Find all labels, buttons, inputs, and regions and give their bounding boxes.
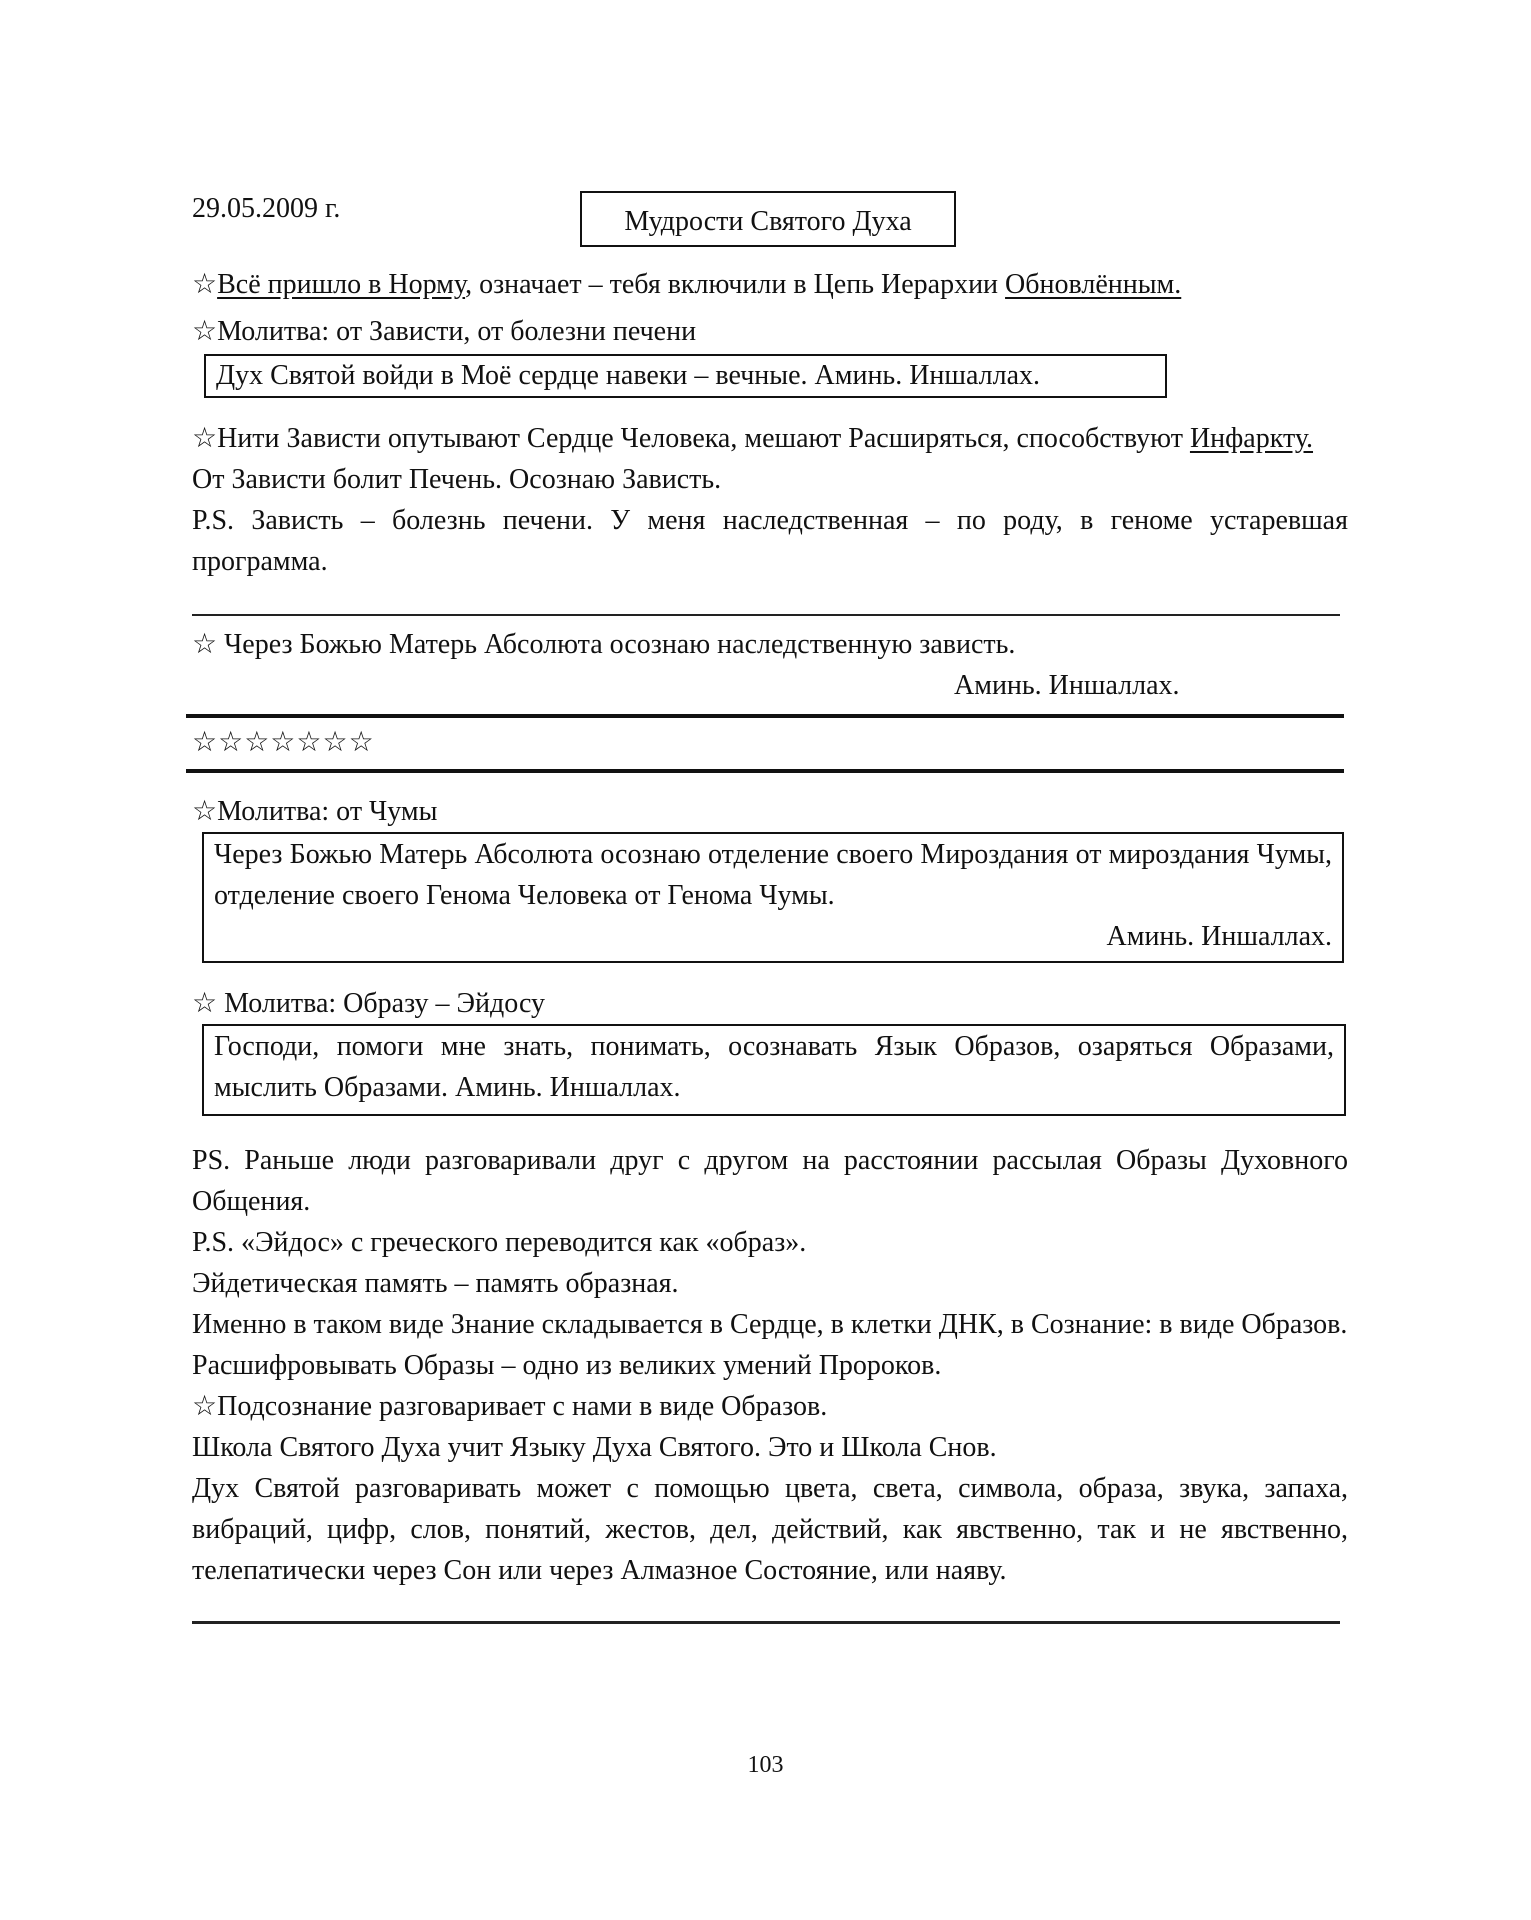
divider-bottom (192, 1621, 1340, 1624)
phrase-norm: Всё пришло в Норму (217, 269, 466, 300)
title-box: Мудрости Святого Духа (580, 191, 956, 247)
prayer-plague-text: Через Божью Матерь Абсолюта осознаю отделение своего Мироздания от мироздания Чумы, отделение своего Генома Человека от Генома Чумы. (214, 839, 1332, 911)
paragraph-ps-envy: P.S. Зависть – болезнь печени. У меня наследственная – по роду, в геноме устаревшая программа. (192, 505, 1348, 577)
prayer-plague-amen: Аминь. Иншаллах. (1106, 921, 1332, 952)
threads-text: ☆Нити Зависти опутывают Сердце Человека, мешают Расширяться, способствуют (192, 423, 1190, 454)
prayer-eidos-heading: ☆ Молитва: Образу – Эйдосу (192, 988, 546, 1019)
prayer-envy-box (204, 354, 1167, 398)
note-school: Школа Святого Духа учит Языку Духа Святого. Это и Школа Снов. (192, 1432, 997, 1463)
divider-thick-top (186, 714, 1344, 718)
paragraph-liver: От Зависти болит Печень. Осознаю Зависть. (192, 464, 722, 495)
prayer-envy-text: Дух Святой войди в Моё сердце навеки – вечные. Аминь. Иншаллах. (216, 360, 1041, 391)
note-knowledge: Именно в таком виде Знание складывается в Сердце, в клетки ДНК, в Сознание: в виде Образов. (192, 1309, 1348, 1340)
page-body (192, 188, 1348, 1624)
note-eidetic-memory: Эйдетическая память – память образная. (192, 1268, 679, 1299)
phrase-middle: , означает – тебя включили в Цепь Иерархии (465, 269, 1006, 300)
page-number: 103 (747, 1752, 784, 1778)
divider-thick-bottom (186, 769, 1344, 773)
phrase-infarct: Инфаркту. (1189, 423, 1314, 454)
paragraph-norm (192, 264, 1348, 305)
paragraph-mother-amen: Аминь. Иншаллах. (954, 670, 1180, 701)
header (192, 188, 1348, 268)
prayer-plague-box (202, 832, 1344, 963)
date: 29.05.2009 г. (192, 193, 341, 224)
paragraph-mother: ☆ Через Божью Матерь Абсолюта осознаю наследственную зависть. (192, 629, 1016, 660)
prayer-eidos-text: Господи, помоги мне знать, понимать, осознавать Язык Образов, озаряться Образами, мыслить Образами. Аминь. Иншаллах. (214, 1031, 1334, 1103)
note-eidos-greek: P.S. «Эйдос» с греческого переводится как «образ». (192, 1227, 807, 1258)
note-subconscious: ☆Подсознание разговаривает с нами в виде Образов. (192, 1391, 828, 1422)
paragraph-threads (192, 418, 1348, 459)
stars-row: ☆☆☆☆☆☆☆ (192, 727, 375, 758)
prayer-eidos-box (202, 1024, 1346, 1116)
note-prophets: Расшифровывать Образы – одно из великих умений Пророков. (192, 1350, 942, 1381)
divider-thin (192, 614, 1340, 616)
prayer-plague-heading: ☆Молитва: от Чумы (192, 796, 438, 827)
note-ps-communication: PS. Раньше люди разговаривали друг с другом на расстоянии рассылая Образы Духовного Общения. (192, 1145, 1348, 1217)
prayer-envy-heading: ☆Молитва: от Зависти, от болезни печени (192, 316, 697, 347)
phrase-renewed: Обновлённым. (1005, 269, 1182, 300)
note-holy-spirit: Дух Святой разговаривать может с помощью цвета, света, символа, образа, звука, запаха, вибраций, цифр, слов, понятий, жестов, дел, действий, как явственно, так и не явственно, телепатически через Сон или через Алмазное Состояние, или наяву. (192, 1473, 1348, 1586)
star-icon: ☆ (192, 269, 218, 300)
